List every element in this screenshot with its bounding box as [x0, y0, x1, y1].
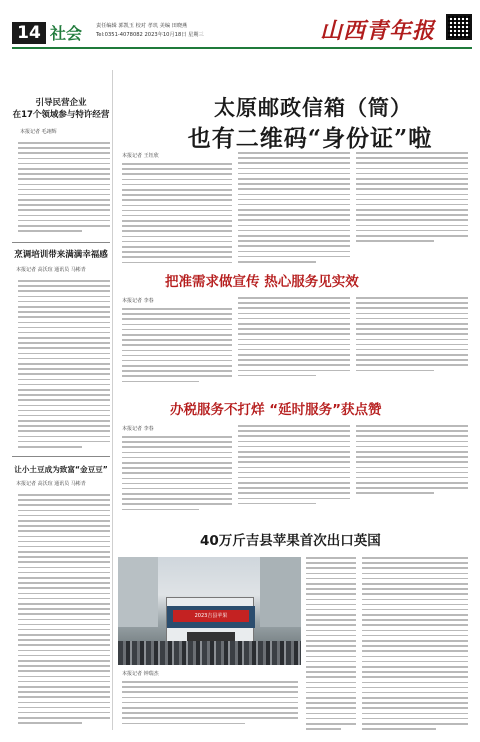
main-story-body-col2: [238, 152, 350, 274]
newspaper-logo: 山西青年报: [320, 18, 436, 44]
masthead-rule: [12, 47, 472, 49]
article3-body: [18, 494, 110, 730]
story2-headline: 把准需求做宣传 热心服务见实效: [165, 274, 359, 290]
masthead: [0, 0, 480, 46]
truck-photo: [118, 557, 301, 665]
article-divider: [12, 242, 110, 243]
article1-byline: 本报记者 毛翊辉: [20, 129, 57, 135]
article-divider: [12, 456, 110, 457]
story3-headline: 办税服务不打烊 “延时服务”获点赞: [170, 402, 382, 418]
article2-body: [18, 280, 110, 452]
main-story-byline: 本报记者 王钰欣: [122, 153, 159, 159]
page-number: 14: [12, 22, 46, 44]
article2-title: 烹调培训带来满满幸福感: [14, 250, 108, 260]
article1-title-line2: 在17个领域参与特许经营: [12, 110, 110, 120]
story3-body-col2: [238, 425, 350, 521]
article1-title-line1: 引导民营企业: [35, 98, 87, 108]
story4-body-col3: [362, 557, 468, 731]
article3-byline: 本报记者 高沃瑄 通讯员 马彬青: [16, 481, 86, 487]
story4-body-col2: [306, 557, 356, 731]
story2-byline: 本报记者 李春: [122, 298, 154, 304]
main-headline-line2: 也有二维码“身份证”啦: [187, 125, 433, 152]
story2-body-col2: [238, 297, 350, 389]
building-left: [118, 557, 158, 627]
story4-body-under-photo: [122, 681, 298, 731]
story4-headline: 40万斤吉县苹果首次出口英国: [200, 533, 381, 549]
main-story-body-col3: [356, 152, 468, 274]
contact-date-line: Tel:0351-4078082 2023年10月18日 星期三: [96, 32, 204, 38]
article2-byline: 本报记者 高沃瑄 通讯员 马彬青: [16, 267, 86, 273]
story4-byline: 本报记者 钟瑞杰: [122, 671, 159, 677]
article1-body: [18, 142, 110, 238]
building-right: [260, 557, 301, 627]
story3-body-col3: [356, 425, 468, 517]
story3-body-col1: [122, 436, 232, 520]
editor-credits: 责任编辑 郭凯玉 校对 孝玑 美编 田晓燕: [96, 23, 188, 29]
story2-body-col3: [356, 297, 468, 389]
qr-code-icon: [446, 14, 472, 40]
story3-byline: 本报记者 李春: [122, 426, 154, 432]
main-headline-line1: 太原邮政信箱（筒）: [214, 95, 412, 120]
section-title: 社会: [50, 24, 83, 43]
column-divider: [112, 70, 113, 730]
truck-banner: 2023吉县苹果: [173, 610, 249, 622]
article3-title: 让小土豆成为致富“金豆豆”: [14, 465, 108, 474]
main-story-body-col1: [122, 163, 232, 275]
story2-body-col1: [122, 308, 232, 390]
crowd-image: [118, 641, 301, 665]
